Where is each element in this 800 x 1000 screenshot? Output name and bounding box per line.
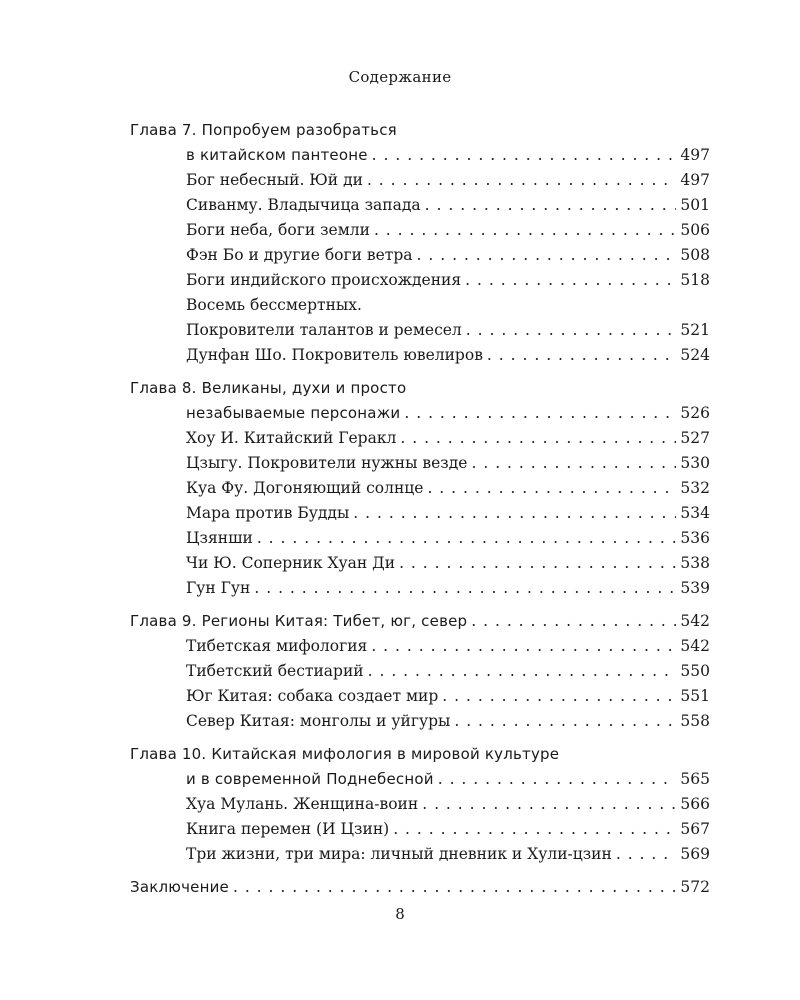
page-number: 8 — [395, 905, 405, 923]
leader-dots — [427, 476, 676, 501]
chapter-7-entry — [130, 143, 710, 168]
toc-item-page: 536 — [680, 529, 710, 547]
conclusion-title: Заключение — [130, 878, 229, 896]
toc-item-page: 538 — [680, 554, 710, 572]
toc-item-title: Бог небесный. Юй ди — [186, 171, 363, 189]
toc-item-page: 566 — [680, 795, 710, 813]
chapter-7-page: 497 — [680, 146, 710, 164]
toc-item — [130, 168, 710, 193]
chapter-8-title-line2: незабываемые персонажи — [186, 404, 401, 422]
leader-dots — [353, 501, 676, 526]
chapter-10-title-line1: Глава 10. Китайская мифология в мировой культуре — [130, 745, 560, 763]
toc-item-title: Три жизни, три мира: личный дневник и Хули-цзин — [186, 845, 612, 863]
toc-item-title: Книга перемен (И Цзин) — [186, 820, 390, 838]
toc-item-page: 508 — [680, 246, 710, 264]
toc-item-title: Боги неба, боги земли — [186, 221, 370, 239]
leader-dots — [454, 709, 676, 734]
toc-item-title: Хоу И. Китайский Геракл — [186, 429, 397, 447]
leader-dots — [442, 684, 676, 709]
leader-dots — [487, 343, 676, 368]
toc-item-page: 501 — [680, 196, 710, 214]
toc-item — [130, 817, 710, 842]
toc-item-title-line1: Восемь бессмертных. — [186, 296, 362, 314]
toc-item-page: 551 — [680, 687, 710, 705]
toc-item-page: 524 — [680, 346, 710, 364]
toc-item-title: Куа Фу. Догоняющий солнце — [186, 479, 424, 497]
toc-item-page: 539 — [680, 579, 710, 597]
toc-item-title: Сиванму. Владычица запада — [186, 196, 421, 214]
toc-item-page: 527 — [680, 429, 710, 447]
chapter-7-title-line1: Глава 7. Попробуем разобраться — [130, 121, 397, 139]
toc-item — [130, 451, 710, 476]
leader-dots — [425, 193, 676, 218]
leader-dots — [372, 143, 676, 168]
toc-item — [130, 659, 710, 684]
conclusion-page: 572 — [680, 878, 710, 896]
toc-item-title: Боги индийского происхождения — [186, 271, 462, 289]
leader-dots — [616, 842, 676, 867]
toc-item — [130, 634, 710, 659]
toc-item-page: 534 — [680, 504, 710, 522]
leader-dots — [471, 609, 676, 634]
chapter-10-page: 565 — [680, 770, 710, 788]
toc-item-page: 530 — [680, 454, 710, 472]
toc-item — [130, 218, 710, 243]
leader-dots — [257, 526, 676, 551]
leader-dots — [368, 659, 676, 684]
toc-item — [130, 193, 710, 218]
toc-item-title: Хуа Мулань. Женщина-воин — [186, 795, 419, 813]
toc-item — [130, 576, 710, 601]
toc-item-title: Дунфан Шо. Покровитель ювелиров — [186, 346, 483, 364]
toc-item — [130, 709, 710, 734]
toc-item-page: 542 — [680, 637, 710, 655]
toc-item-page: 497 — [680, 171, 710, 189]
leader-dots — [422, 792, 676, 817]
leader-dots — [471, 451, 676, 476]
conclusion-entry — [130, 875, 710, 900]
table-of-contents — [130, 118, 710, 900]
chapter-9-entry — [130, 609, 710, 634]
toc-item-title: Тибетский бестиарий — [186, 662, 364, 680]
page-header: Содержание — [348, 68, 452, 86]
toc-item-title-line2: Покровители талантов и ремесел — [186, 321, 462, 339]
leader-dots — [400, 426, 676, 451]
leader-dots — [374, 218, 676, 243]
toc-item-page: 550 — [680, 662, 710, 680]
leader-dots — [367, 168, 676, 193]
toc-item-page: 532 — [680, 479, 710, 497]
leader-dots — [399, 551, 676, 576]
toc-item-title: Цзянши — [186, 529, 253, 547]
toc-item-page: 518 — [680, 271, 710, 289]
toc-item — [130, 501, 710, 526]
toc-item — [130, 792, 710, 817]
leader-dots — [393, 817, 676, 842]
toc-item-title: Цзыгу. Покровители нужны везде — [186, 454, 468, 472]
toc-item-page: 558 — [680, 712, 710, 730]
toc-item-page: 567 — [680, 820, 710, 838]
chapter-7-title-line2: в китайском пантеоне — [186, 146, 368, 164]
toc-item — [130, 343, 710, 368]
toc-item-title: Север Китая: монголы и уйгуры — [186, 712, 451, 730]
chapter-9-title: Глава 9. Регионы Китая: Тибет, юг, север — [130, 612, 468, 630]
toc-item-title: Чи Ю. Соперник Хуан Ди — [186, 554, 396, 572]
toc-item — [130, 268, 710, 293]
toc-item — [130, 684, 710, 709]
toc-item — [130, 476, 710, 501]
chapter-10-entry — [130, 767, 710, 792]
toc-item — [130, 318, 710, 343]
toc-item — [130, 526, 710, 551]
leader-dots — [254, 576, 676, 601]
chapter-10-title-line2: и в современной Поднебесной — [186, 770, 434, 788]
toc-item — [130, 243, 710, 268]
chapter-8-title-line1: Глава 8. Великаны, духи и просто — [130, 379, 407, 397]
leader-dots — [233, 875, 676, 900]
toc-item-title: Юг Китая: собака создает мир — [186, 687, 439, 705]
toc-item-title: Мара против Будды — [186, 504, 350, 522]
chapter-9-page: 542 — [680, 612, 710, 630]
leader-dots — [417, 243, 676, 268]
toc-item — [130, 426, 710, 451]
toc-item-page: 569 — [680, 845, 710, 863]
toc-item-title: Фэн Бо и другие боги ветра — [186, 246, 413, 264]
toc-item-page: 521 — [680, 321, 710, 339]
leader-dots — [404, 401, 676, 426]
chapter-8-entry — [130, 401, 710, 426]
toc-item-page: 506 — [680, 221, 710, 239]
toc-item-title: Тибетская мифология — [186, 637, 368, 655]
leader-dots — [438, 767, 676, 792]
toc-item-title: Гун Гун — [186, 579, 251, 597]
leader-dots — [371, 634, 676, 659]
chapter-8-page: 526 — [680, 404, 710, 422]
toc-item — [130, 842, 710, 867]
toc-item — [130, 551, 710, 576]
leader-dots — [466, 318, 676, 343]
leader-dots — [465, 268, 676, 293]
